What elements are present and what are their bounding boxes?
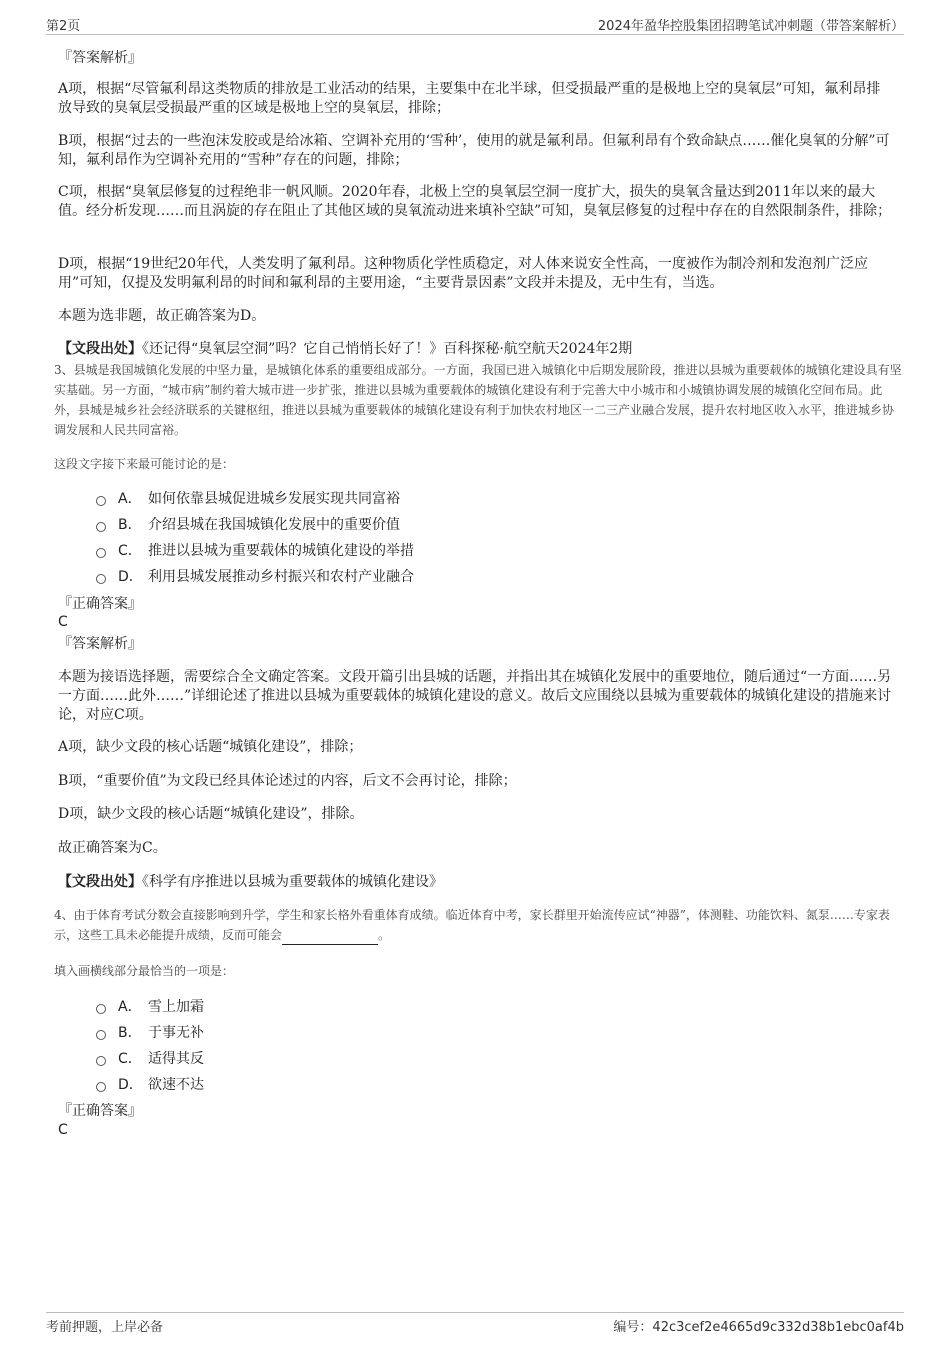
correct-answer-label: 『正确答案』 bbox=[58, 596, 142, 612]
analysis-conclusion: 本题为选非题，故正确答案为D。 bbox=[58, 308, 266, 324]
radio-icon[interactable] bbox=[96, 496, 106, 506]
footer-slogan: 考前押题，上岸必备 bbox=[46, 1320, 164, 1335]
source-line bbox=[58, 872, 898, 892]
source-label: 【文段出处】 bbox=[58, 341, 142, 357]
question-4-options bbox=[96, 993, 204, 1097]
radio-icon[interactable] bbox=[96, 1030, 106, 1040]
analysis-para-a: A项，根据“尽管氟利昂这类物质的排放是工业活动的结果，主要集中在北半球，但受损最严重的是极地上空的臭氧层”可知，氟利昂排放导致的臭氧层受损最严重的区域是极地上空的臭氧层，排除； bbox=[58, 81, 881, 116]
option-d[interactable]: D． 利用县城发展推动乡村振兴和农村产业融合 bbox=[96, 563, 414, 589]
analysis-para-d: D项，根据“19世纪20年代，人类发明了氟利昂。这种物质化学性质稳定，对人体来说安全性高，一度被作为制冷剂和发泡剂广泛应用”可知，仅提及发明氟利昂的时间和氟利昂的主要用途，“主要背景因素”文段并未提及，无中生有，当选。 bbox=[58, 256, 869, 291]
document-id: 编号：42c3cef2e4665d9c332d38b1ebc0af4b bbox=[613, 1320, 904, 1335]
radio-icon[interactable] bbox=[96, 1004, 106, 1014]
option-c[interactable]: C． 适得其反 bbox=[96, 1045, 204, 1071]
analysis-summary: 本题为接语选择题，需要综合全文确定答案。文段开篇引出县城的话题，并指出其在城镇化发展中的重要地位，随后通过“一方面……另一方面……此外……”详细论述了推进以县城为重要载体的城镇化建设的意义。故后文应围绕以县城为重要载体的城镇化建设的措施来讨论，对应C项。 bbox=[58, 669, 892, 723]
question-3-text: 3、县城是我国城镇化发展的中坚力量，是城镇化体系的重要组成部分。一方面，我国已进入城镇化中后期发展阶段，推进以县城为重要载体的城镇化建设具有坚实基础。另一方面，“城市病”制约着大城市进一步扩张，推进以县城为重要载体的城镇化建设有利于完善大中小城市和小城镇协调发展的城镇化空间布局。此外，县城是城乡社会经济联系的关键枢纽，推进以县城为重要载体的城镇化建设有利于加快农村地区一二三产业融合发展，提升农村地区收入水平，推进城乡协调发展和人民共同富裕。 bbox=[54, 363, 902, 437]
analysis-option-b: B项，“重要价值”为文段已经具体论述过的内容，后文不会再讨论，排除； bbox=[58, 773, 517, 789]
analysis-option-d: D项，缺少文段的核心话题“城镇化建设”，排除。 bbox=[58, 806, 364, 822]
radio-icon[interactable] bbox=[96, 1056, 106, 1066]
analysis-conclusion: 故正确答案为C。 bbox=[58, 840, 167, 856]
analysis-para-b: B项，根据“过去的一些泡沫发胶或是给冰箱、空调补充用的‘雪种’，使用的就是氟利昂。但氟利昂有个致命缺点……催化臭氧的分解”可知，氟利昂作为空调补充用的“雪种”存在的问题，排除； bbox=[58, 133, 890, 168]
page-number: 第2页 bbox=[46, 19, 81, 34]
page-footer bbox=[46, 1312, 904, 1335]
analysis-para-c: C项，根据“臭氧层修复的过程绝非一帆风顺。2020年春，北极上空的臭氧层空洞一度扩大，损失的臭氧含量达到2011年以来的最大值。经分析发现……而且涡旋的存在阻止了其他区域的臭氧流动进来填补空缺”可知，臭氧层修复的过程中存在的自然限制条件，排除； bbox=[58, 184, 892, 219]
radio-icon[interactable] bbox=[96, 522, 106, 532]
correct-answer-value: C bbox=[58, 1122, 68, 1138]
source-line bbox=[58, 339, 898, 359]
correct-answer-label: 『正确答案』 bbox=[58, 1103, 142, 1119]
option-a[interactable]: A． 如何依靠县城促进城乡发展实现共同富裕 bbox=[96, 485, 414, 511]
document-title: 2024年盈华控股集团招聘笔试冲刺题（带答案解析） bbox=[597, 19, 904, 34]
option-a[interactable]: A． 雪上加霜 bbox=[96, 993, 204, 1019]
radio-icon[interactable] bbox=[96, 548, 106, 558]
question-3-prompt: 这段文字接下来最可能讨论的是： bbox=[54, 457, 235, 471]
question-4-prompt: 填入画横线部分最恰当的一项是： bbox=[54, 964, 235, 978]
option-c[interactable]: C． 推进以县城为重要载体的城镇化建设的举措 bbox=[96, 537, 414, 563]
question-4-text: 4、由于体育考试分数会直接影响到升学，学生和家长格外看重体育成绩。临近体育中考，家长群里开始流传应试“神器”，体测鞋、功能饮料、氮泵……专家表示，这些工具未必能提升成绩，反而可能会 。 bbox=[54, 905, 902, 945]
correct-answer-value: C bbox=[58, 614, 68, 630]
radio-icon[interactable] bbox=[96, 1082, 106, 1092]
page-header bbox=[46, 12, 904, 35]
fill-in-blank bbox=[282, 931, 378, 945]
question-3-options bbox=[96, 485, 414, 589]
radio-icon[interactable] bbox=[96, 574, 106, 584]
option-b[interactable]: B． 介绍县城在我国城镇化发展中的重要价值 bbox=[96, 511, 414, 537]
option-d[interactable]: D． 欲速不达 bbox=[96, 1071, 204, 1097]
answer-analysis-label: 『答案解析』 bbox=[58, 636, 142, 652]
option-b[interactable]: B． 于事无补 bbox=[96, 1019, 204, 1045]
source-text: 《还记得“臭氧层空洞”吗？它自己悄悄长好了！》百科探秘·航空航天2024年2期 bbox=[142, 341, 633, 357]
answer-analysis-label: 『答案解析』 bbox=[58, 50, 142, 66]
source-text: 《科学有序推进以县城为重要载体的城镇化建设》 bbox=[142, 874, 443, 890]
analysis-option-a: A项，缺少文段的核心话题“城镇化建设”，排除； bbox=[58, 739, 363, 755]
source-label: 【文段出处】 bbox=[58, 874, 142, 890]
